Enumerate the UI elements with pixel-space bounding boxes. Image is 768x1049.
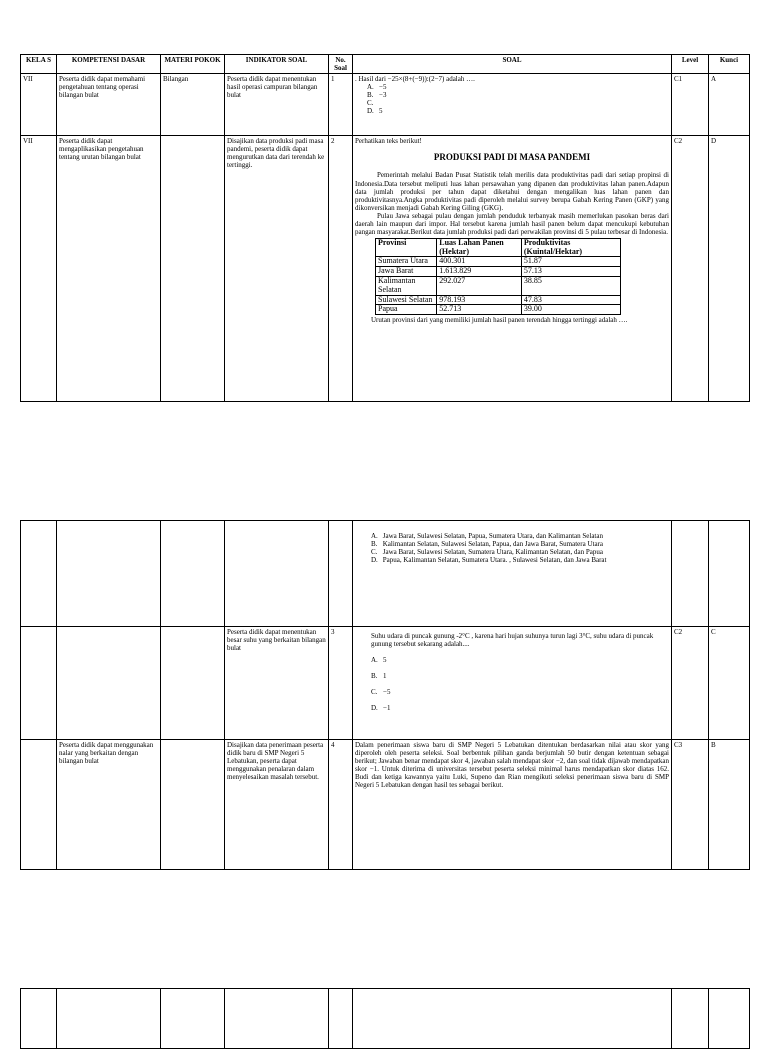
indikator-cell: Peserta didik dapat menentukan besar suhu yang berkaitan bilangan bulat xyxy=(225,627,329,740)
no-soal-cell: 3 xyxy=(329,627,353,740)
kompetensi-cell: Peserta didik dapat mengaplikasikan pengetahuan tentang urutan bilangan bulat xyxy=(57,136,161,402)
passage-paragraph-2: Pulau Jawa sebagai pulau dengan jumlah penduduk terbanyak masih memerlukan pasokan beras dari daerah lain maupun dari impor. Hal tersebut karena jumlah hasil panen belum dapat mencukupi kebutuhan pangan masyarakat.Berikut data jumlah produksi padi dari perwakilan provinsi di 5 pulau terbesar di Indonesia. xyxy=(355,211,669,236)
option-c: C. −5 xyxy=(371,688,391,697)
question-table-3 xyxy=(20,988,750,1049)
question-row-2 xyxy=(21,136,750,402)
soal-cell xyxy=(353,627,672,740)
col-header-produktivitas: Produktivitas (Kuintal/Hektar) xyxy=(521,238,620,257)
question-stem: . Hasil dari −25×(8+(−9)):(2−7) adalah …. xyxy=(355,75,475,84)
level-cell: C1 xyxy=(672,74,709,136)
indikator-cell: Disajikan data produksi padi masa pandemi, peserta didik dapat mengurutkan data dari terendah ke tertinggi. xyxy=(225,136,329,402)
question-table-2 xyxy=(20,520,750,870)
level-cell: C2 xyxy=(672,136,709,402)
kompetensi-cell: Peserta didik dapat memahami pengetahuan tentang operasi bilangan bulat xyxy=(57,74,161,136)
kelas-cell: VII xyxy=(21,136,57,402)
kunci-cell: D xyxy=(709,136,750,402)
options-list xyxy=(355,522,669,564)
question-row-1 xyxy=(21,74,750,136)
option-d: D. 5 xyxy=(367,107,383,116)
level-cell: C3 xyxy=(672,740,709,870)
kompetensi-cell: Peserta didik dapat menggunakan nalar yang berkaitan dengan bilangan bulat xyxy=(57,740,161,870)
kelas-cell: VII xyxy=(21,74,57,136)
question-stem: Suhu udara di puncak gunung -2°C , karena hari hujan suhunya turun lagi 3°C, suhu udara di puncak gunung tersebut sekarang adalah.... xyxy=(371,632,654,649)
table-row: Sumatera Utara 400.301 51.87 xyxy=(376,257,621,267)
header-kompetensi-dasar: KOMPETENSI DASAR xyxy=(57,55,161,74)
header-level: Level xyxy=(672,55,709,74)
question-row-4 xyxy=(21,740,750,870)
header-kunci: Kunci xyxy=(709,55,750,74)
level-cell: C2 xyxy=(672,627,709,740)
option-a: A. Jawa Barat, Sulawesi Selatan, Papua, Sumatera Utara, dan Kalimantan Selatan xyxy=(371,532,603,540)
table-row: Papua 52.713 39.00 xyxy=(376,305,621,315)
math-expression: −25×(8+(−9)):(2−7) xyxy=(387,75,445,84)
question-text: Urutan provinsi dari yang memiliki jumlah hasil panen terendah hingga tertinggi adalah …. xyxy=(371,316,628,325)
kunci-cell: A xyxy=(709,74,750,136)
question-stem: Dalam penerimaan siswa baru di SMP Negeri 5 Lebatukan ditentukan berdasarkan nilai atau skor yang diperoleh oleh peserta seleksi. Soal berbentuk pilihan ganda berjumlah 50 butir dengan ketentuan sebagai berikut; Jawaban benar mendapat skor 4, jawaban salah mendapat skor −2, dan soal tidak dijawab mendapatkan skor −1. Untuk diterima di universitas tersebut peserta seleksi minimal harus mendapatkan skor diatas 162. Budi dan ketiga kawannya yaitu Luki, Supeno dan Rian mengikuti seleksi penerimaan siswa baru di SMP Negeri 5 Lebatukan dengan hasil tes sebagai berikut. xyxy=(355,741,670,790)
kunci-cell: C xyxy=(709,627,750,740)
question-row-3 xyxy=(21,627,750,740)
question-table-1 xyxy=(20,54,750,402)
option-c: C. xyxy=(367,99,374,108)
header-kelas: KELA S xyxy=(21,55,57,74)
option-d: D. −1 xyxy=(371,704,391,713)
options-list xyxy=(355,656,669,712)
option-a: A. −5 xyxy=(367,83,387,92)
production-table xyxy=(375,238,621,315)
intro-text: Perhatikan teks berikut! xyxy=(355,137,422,146)
passage-paragraph-1: Pemerintah melalui Badan Pusat Statistik telah merilis data produktivitas padi dari setiap propinsi di Indonesia.Data tersebut meliputi luas lahan persawahan yang dipanen dan produktivitas lahan panen.Adapun data jumlah produksi per tahun dapat diketahui dengan mengalikan luas lahan panen dan produktivitasnya.Angka produktivitas padi diperoleh melalui survey berupa Gabah Kering Panen (GKP) yang dikonversikan menjadi Gabah Kering Giling (GKG). xyxy=(355,171,669,212)
soal-cell xyxy=(353,521,672,627)
indikator-cell: Disajikan data penerimaan peserta didik baru di SMP Negeri 5 Lebatukan, peserta dapat menggunakan penalaran dalam menyelesaikan masalah tersebut. xyxy=(225,740,329,870)
option-b: B. Kalimantan Selatan, Sulawesi Selatan, Papua, dan Jawa Barat, Sumatera Utara xyxy=(371,540,603,549)
no-soal-cell: 4 xyxy=(329,740,353,870)
option-b: B. 1 xyxy=(371,672,387,681)
option-d: D. Papua, Kalimantan Selatan, Sumatera Utara. , Sulawesi Selatan, dan Jawa Barat xyxy=(371,556,607,565)
question-row-2-continued xyxy=(21,521,750,627)
table-row: Sulawesi Selatan 978.193 47.83 xyxy=(376,295,621,305)
option-c: C. Jawa Barat, Sulawesi Selatan, Sumatera Utara, Kalimantan Selatan, dan Papua xyxy=(371,548,603,557)
math-expression: −2 xyxy=(555,757,564,766)
math-expression: −1 xyxy=(369,765,378,774)
no-soal-cell: 2 xyxy=(329,136,353,402)
option-b: B. −3 xyxy=(367,91,387,100)
indikator-cell: Peserta didik dapat menentukan hasil operasi campuran bilangan bulat xyxy=(225,74,329,136)
col-header-luas: Luas Lahan Panen (Hektar) xyxy=(437,238,522,257)
col-header-provinsi: Provinsi xyxy=(376,238,437,257)
no-soal-cell: 1 xyxy=(329,74,353,136)
header-no-soal: No. Soal xyxy=(329,55,353,74)
table-row: Jawa Barat 1.613.829 57.13 xyxy=(376,267,621,277)
options-list xyxy=(355,83,669,115)
kunci-cell: B xyxy=(709,740,750,870)
materi-cell: Bilangan xyxy=(161,74,225,136)
materi-cell xyxy=(161,136,225,402)
passage-title: PRODUKSI PADI DI MASA PANDEMI xyxy=(433,152,591,163)
table-row xyxy=(21,989,750,1049)
option-a: A. 5 xyxy=(371,656,387,665)
soal-cell xyxy=(353,740,672,870)
header-soal: SOAL xyxy=(353,55,672,74)
header-indikator-soal: INDIKATOR SOAL xyxy=(225,55,329,74)
soal-cell xyxy=(353,74,672,136)
header-materi-pokok: MATERI POKOK xyxy=(161,55,225,74)
soal-cell xyxy=(353,136,672,402)
table-row: Kalimantan Selatan 292.027 38.85 xyxy=(376,277,621,296)
